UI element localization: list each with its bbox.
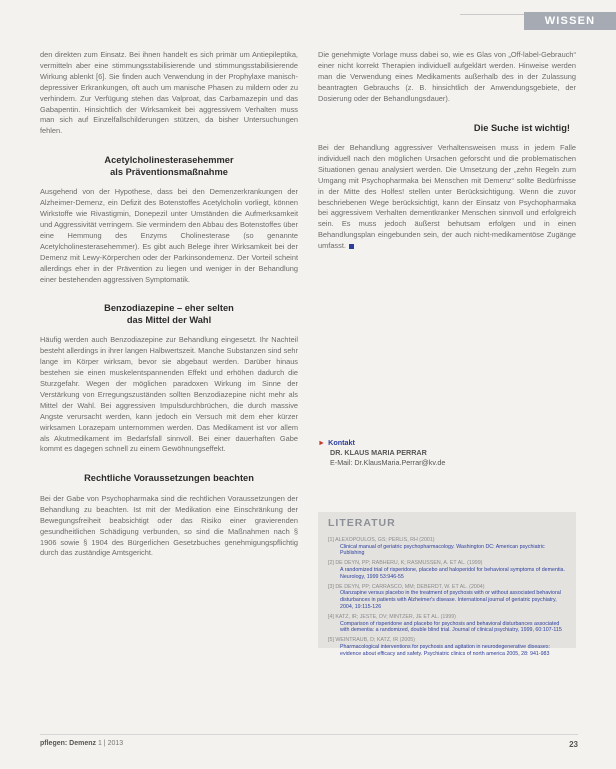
right-paragraph-2-text: Bei der Behandlung aggressiver Verhaltensweisen muss in jedem Falle individuell nach den möglichen Ursachen geforscht und die problematischen Situationen genau analysiert werden. Die Umsetzung der „zehn Regeln zum Umgang mit Psychopharmaka bei Menschen mit Demenz“ sollte Bedürfnisse in der Mitte des Holfes! stellen unter Berücksichtigung. Wenn die zuvor beschriebenen Wege berücksichtigt, kann der Einsatz von Psychopharmaka bei aggressivem Verhalten dementkranker Menschen sinnvoll und erfolgreich sein. Es muss jedoch äußerst behutsam erfolgen und in einen Behandlungsplan eingebunden sein, der auch nicht-medikamentöse Zugänge umfasst.: [318, 143, 576, 251]
literature-authors: [5] WEINTRAUB, D; KATZ, IR (2005): [328, 637, 416, 644]
literature-authors: [2] DE DEYN, PP; RABHERU, K; RASMUSSEN, A. ET AL. (1999): [328, 560, 483, 567]
literature-authors: [3] DE DEYN, PP; CARRASCO, MM; DEBERDT, W. ET AL. (2004): [328, 583, 485, 590]
left-paragraph-3: Häufig werden auch Benzodiazepine zur Behandlung eingesetzt. Ihr Nachteil besteht allerdings in ihrer langen Halbwertszeit. Manche Substanzen sind sehr lange im Körper wirksam, bevor sie abgebaut werden. Darüber hinaus bestehen sie einen muskelentspannenden Effekt und erhöhen dadurch die Sturzgefahr. Wegen der möglichen paradoxen Wirkung im Sinne der Verstärkung von Erregungszuständen sollten Benzodiazepine nicht mehr als Mittel der Wahl. Bei aggressiven Impulsdurchbrüchen, die durch massive Angste verursacht werden, kann jedoch ein Versuch mit dem eher kürzer wirksamen Lorazepam unternommen werden. Das Medikament ist vor allem als Akutmedikament im Bedarfsfall sinnvoll. Bei einer dauerhaften Gabe kommt es dagegen schnell zu einem Gewöhnungseffekt.: [40, 335, 298, 454]
heading-benzodiazepine-1: Benzodiazepine – eher selten: [104, 303, 234, 314]
literature-text: Comparison of risperidone and placebo for psychosis and behavioral disturbances associated with dementia: a randomized, double blind trial. Journal of clinical psychiatry, 1999, 60:107-115: [340, 620, 562, 634]
section-tag: WISSEN: [524, 12, 616, 30]
literature-entry: [328, 560, 566, 580]
right-column: [318, 50, 576, 252]
end-mark-icon: [349, 244, 354, 249]
footer-issue: 1 | 2013: [97, 740, 124, 747]
literature-entry: [328, 614, 566, 634]
literature-text: Clinical manual of geriatric psychopharmacology. Washington DC: American psychiatric Publishing: [340, 543, 545, 557]
heading-acetylcholinesterase-2: als Präventionsmaßnahme: [110, 166, 228, 177]
literature-text: Pharmacological interventions for psychosis and agitation in neurodegenerative diseases: evidence about efficacy and safety. Psychiatric clinics of north america 2005, 28: 941-983: [340, 643, 550, 657]
literature-entry: [328, 637, 566, 657]
footer-rule: [40, 734, 578, 735]
footer-journal-name: pflegen: Demenz: [40, 740, 97, 747]
literature-title: LITERATUR: [328, 517, 396, 529]
contact-email-link[interactable]: E-Mail: Dr.KlausMaria.Perrar@kv.de: [330, 458, 446, 467]
page-number: 23: [569, 740, 578, 749]
left-paragraph-2: Ausgehend von der Hypothese, dass bei den Demenzerkrankungen der Alzheimer-Demenz, ein Defizit des Botenstoffes Acetylcholin vorliegt, können Wirkstoffe wie Rivastigmin, Donepezil unter Umständen die Aufmerksamkeit und Aggressivität verringern. Sie vermindern den Abbau des Botenstoffes über eine Hemmung des Enzyms Cholinesterase (so genannte Acetylcholinesterasehemmer). Es gibt auch Belege ihrer Wirksamkeit bei der Demenz mit Lewy-Körperchen oder der Parkinsondemenz. Der Vorteil scheint allerdings eher in der Prävention zu liegen und weniger in der Behandlung einer bestehenden aggressiven Symptomatik.: [40, 187, 298, 284]
contact-name: DR. KLAUS MARIA PERRAR: [330, 448, 427, 457]
contact-label: Kontakt: [328, 438, 355, 447]
contact-block: [318, 438, 576, 468]
literature-authors: [4] KATZ, IR; JESTE, DV; MINTZER, JE ET AL. (1999): [328, 613, 456, 620]
left-paragraph-4: Bei der Gabe von Psychopharmaka sind die rechtlichen Voraussetzungen der Behandlung zu beachten. Ist mit der Medikation eine Einschränkung der Bewegungsfreiheit beabsichtigt oder das Risiko einer gravierenden gesundheitlichen Schädigung verbunden, so sind die Maßnahmen nach § 1906 sowie § 1904 des Bürgerlichen Gesetzbuches genehmigungspflichtig durch das zuständige Amtsgericht.: [40, 493, 298, 558]
literature-entry: [328, 537, 566, 557]
right-paragraph-2: [318, 143, 576, 252]
heading-benzodiazepine-2: das Mittel der Wahl: [126, 314, 212, 325]
left-column: [40, 50, 298, 559]
literature-text: A randomized trial of risperidone, placebo and haloperidol for behavioral symptoms of dementia. Neurology, 1999 53:946-55: [340, 566, 565, 580]
right-paragraph-1: Die genehmigte Vorlage muss dabei so, wie es Glas von „Off-label-Gebrauch“ einer nicht korrekt Therapien individuell aufgeklärt werden. Hinweise werden man die Verwendung eines Medikaments außerhalb des in der Zulassung beantragten Gebrauchs (z. B. hinsichtlich der Anwendungsgebiete, der Dosierung oder der Behandlungsdauer).: [318, 50, 576, 103]
arrow-right-icon: ►: [318, 438, 326, 447]
literature-entry: [328, 584, 566, 611]
left-paragraph-1: den direkten zum Einsatz. Bei ihnen handelt es sich primär um Antiepileptika, vermitteln aber eine stimmungsstabilisierende und stimmungsstabilisierende Wirkung ablenkt [6]. Sie finden auch Verwendung in der Prophylaxe manisch-depressiver Erkrankungen, oft auch um manische Phasen zu mildern oder zu verhindern. Zur Verfügung stehen das Valproat, das Carbamazepin und das Gabapentin. Hinsichtlich der Wirksamkeit bei aggressivem Verhalten muss man sich auf Einzelfallschilderungen stützen, da bisher Untersuchungen fehlen.: [40, 50, 298, 136]
header-rule: [460, 14, 524, 15]
literature-authors: [1] ALEXOPOULOS, GS; PERLIS, RH (2001): [328, 536, 435, 543]
heading-legal: Rechtliche Voraussetzungen beachten: [84, 473, 254, 484]
heading-acetylcholinesterase-1: Acetylcholinesterasehemmer: [104, 155, 234, 166]
literature-text: Olanzapine versus placebo in the treatment of psychosis with or without associated behavioral disturbances in patients with Alzheimer's disease. International journal of geriatric psychiatry, 2004, 19:115-126: [340, 590, 561, 610]
heading-search: Die Suche ist wichtig!: [473, 122, 570, 133]
literature-box: [318, 512, 576, 657]
footer-journal: [40, 740, 123, 747]
